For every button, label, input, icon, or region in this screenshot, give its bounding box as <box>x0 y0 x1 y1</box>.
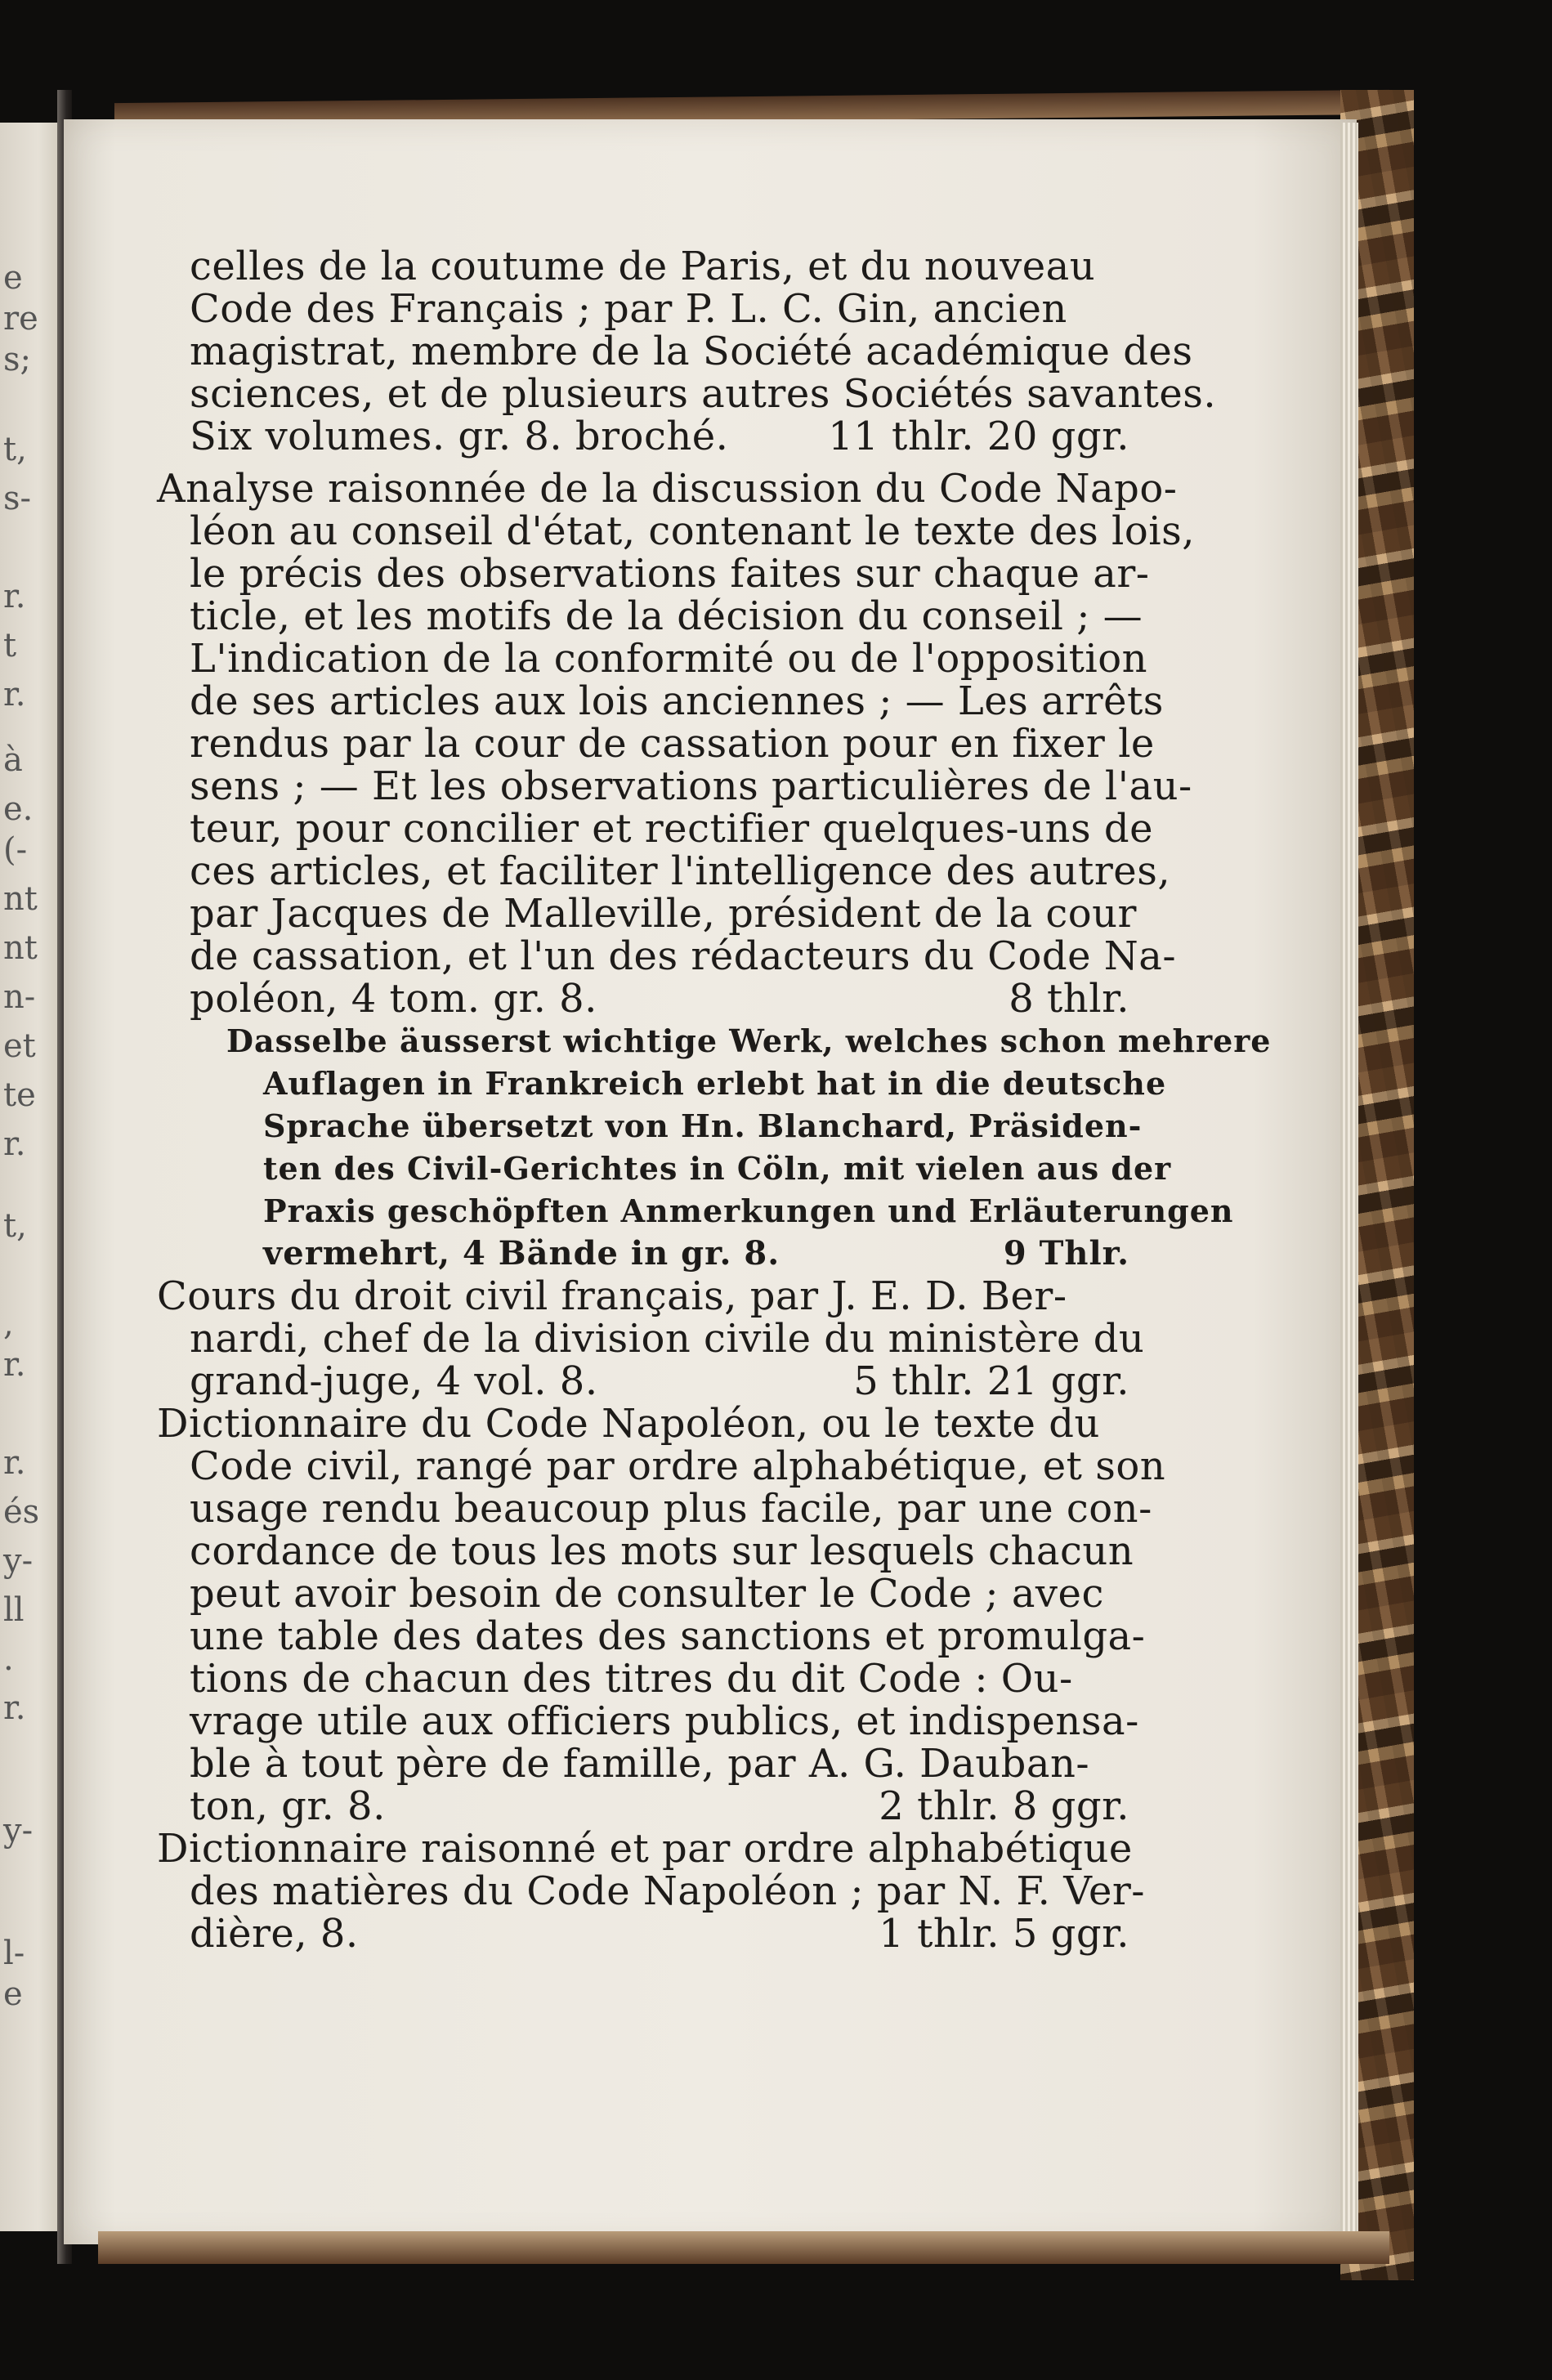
facing-page-fragment: l- <box>3 1935 25 1972</box>
entry-line: cordance de tous les mots sur lesquels chacun <box>190 1528 1134 1574</box>
german-note-line: Dasselbe äusserst wichtige Werk, welches schon mehrere <box>226 1022 1272 1059</box>
facing-page-fragment: ll <box>3 1591 25 1629</box>
german-price: 9 Thlr. <box>1003 1234 1129 1273</box>
facing-page-fragment: y- <box>3 1542 34 1580</box>
facing-page-fragment: r. <box>3 1346 26 1384</box>
catalog-entry <box>157 1401 1166 1829</box>
entry-line: de ses articles aux lois anciennes ; — Les arrêts <box>190 678 1164 724</box>
entry-format: poléon, 4 tom. gr. 8. <box>190 976 597 1022</box>
entry-line: ces articles, et faciliter l'intelligence des autres, <box>190 848 1171 894</box>
entry-line: Code civil, rangé par ordre alphabétique, et son <box>190 1443 1166 1489</box>
facing-page-fragment: e <box>3 259 23 297</box>
entry-line: peut avoir besoin de consulter le Code ; avec <box>190 1571 1104 1617</box>
entry-price-line <box>190 1360 1129 1402</box>
facing-page-fragment: nt <box>3 929 38 967</box>
entry-format: dière, 8. <box>190 1911 359 1957</box>
entry-format: Six volumes. gr. 8. broché. <box>190 414 729 459</box>
entry-line: tions de chacun des titres du dit Code : Ou- <box>190 1656 1073 1702</box>
entry-line: usage rendu beaucoup plus facile, par une con- <box>190 1486 1152 1532</box>
facing-page <box>0 123 64 2231</box>
facing-page-fragment: et <box>3 1027 36 1065</box>
german-note-line: Sprache übersetzt von Hn. Blanchard, Präsiden- <box>263 1107 1143 1144</box>
catalog-entry <box>157 466 1272 1275</box>
entry-line: une table des dates des sanctions et promulga- <box>190 1613 1146 1659</box>
entry-line: Analyse raisonnée de la discussion du Code Napo- <box>157 466 1178 512</box>
facing-page-fragment: e. <box>3 790 34 828</box>
facing-page-fragment: és <box>3 1493 40 1531</box>
facing-page-fragment: à <box>3 741 23 779</box>
facing-page-fragment: r. <box>3 1125 26 1163</box>
entry-line: Code des Français ; par P. L. C. Gin, ancien <box>190 286 1067 332</box>
facing-page-fragment: re <box>3 300 38 338</box>
facing-page-fragment: t, <box>3 431 27 468</box>
entry-price: 8 thlr. <box>1009 976 1129 1022</box>
catalog-entry <box>157 1826 1146 1957</box>
facing-page-fragment: e <box>3 1975 23 2013</box>
entry-line: teur, pour concilier et rectifier quelques-uns de <box>190 806 1153 852</box>
catalog-entry <box>157 1273 1145 1404</box>
entry-price-line <box>190 978 1129 1020</box>
page-edges <box>1340 123 1358 2248</box>
facing-page-fragment: s- <box>3 480 32 517</box>
entry-price: 5 thlr. 21 ggr. <box>853 1358 1129 1404</box>
entry-format: ton, gr. 8. <box>190 1783 386 1829</box>
facing-page-fragment: y- <box>3 1812 34 1850</box>
entry-line: celles de la coutume de Paris, et du nouveau <box>190 244 1096 289</box>
facing-page-fragment: t <box>3 627 17 664</box>
entry-line: Dictionnaire raisonné et par ordre alphabétique <box>157 1826 1133 1872</box>
entry-line: léon au conseil d'état, contenant le texte des lois, <box>190 508 1195 554</box>
entry-line: nardi, chef de la division civile du ministère du <box>190 1316 1145 1362</box>
entry-line: ticle, et les motifs de la décision du conseil ; — <box>190 593 1143 639</box>
entry-line: sciences, et de plusieurs autres Sociétés savantes. <box>190 371 1217 417</box>
german-price-line <box>190 1232 1129 1275</box>
entry-line: Dictionnaire du Code Napoléon, ou le texte du <box>157 1401 1100 1447</box>
german-format: vermehrt, 4 Bände in gr. 8. <box>263 1234 780 1273</box>
entry-line: des matières du Code Napoléon ; par N. F. Ver- <box>190 1868 1146 1914</box>
facing-page-fragment: t, <box>3 1207 27 1245</box>
entry-line: ble à tout père de famille, par A. G. Dauban- <box>190 1741 1090 1787</box>
facing-page-fragment: te <box>3 1076 36 1114</box>
catalog-entry <box>190 244 1217 459</box>
entry-line: magistrat, membre de la Société académique des <box>190 329 1193 374</box>
entry-line: vrage utile aux officiers publics, et indispensa- <box>190 1698 1139 1744</box>
entry-price-line <box>190 1785 1129 1828</box>
entry-line: rendus par la cour de cassation pour en fixer le <box>190 721 1155 767</box>
facing-page-fragment: (- <box>3 831 28 869</box>
entry-line: L'indication de la conformité ou de l'opposition <box>190 636 1148 682</box>
entry-line: par Jacques de Malleville, président de la cour <box>190 891 1137 937</box>
facing-page-fragment: r. <box>3 1689 26 1727</box>
facing-page-fragment: r. <box>3 676 26 714</box>
entry-line: sens ; — Et les observations particulières de l'au- <box>190 763 1192 809</box>
facing-page-fragment: s; <box>3 341 32 378</box>
facing-page-fragment: . <box>3 1640 14 1678</box>
entry-line: le précis des observations faites sur chaque ar- <box>190 551 1150 597</box>
page-text <box>157 244 1272 1957</box>
entry-price: 1 thlr. 5 ggr. <box>879 1911 1129 1957</box>
facing-page-fragment: n- <box>3 978 36 1016</box>
entry-line: Cours du droit civil français, par J. E. D. Ber- <box>157 1273 1067 1319</box>
entry-price: 11 thlr. 20 ggr. <box>828 414 1129 459</box>
facing-page-fragment: nt <box>3 880 38 918</box>
german-note-line: ten des Civil-Gerichtes in Cöln, mit vielen aus der <box>263 1150 1172 1187</box>
facing-page-fragment: r. <box>3 578 26 615</box>
german-note-line: Auflagen in Frankreich erlebt hat in die deutsche <box>263 1065 1167 1102</box>
entry-price-line <box>190 1912 1129 1955</box>
facing-page-fragment: r. <box>3 1444 26 1482</box>
german-note-line: Praxis geschöpften Anmerkungen und Erläuterungen <box>263 1192 1234 1229</box>
entry-line: de cassation, et l'un des rédacteurs du Code Na- <box>190 933 1177 979</box>
entry-price-line <box>190 415 1129 458</box>
entry-price: 2 thlr. 8 ggr. <box>879 1783 1129 1829</box>
cover-bottom-edge <box>98 2231 1389 2264</box>
facing-page-fragment: , <box>3 1305 14 1343</box>
entry-format: grand-juge, 4 vol. 8. <box>190 1358 598 1404</box>
